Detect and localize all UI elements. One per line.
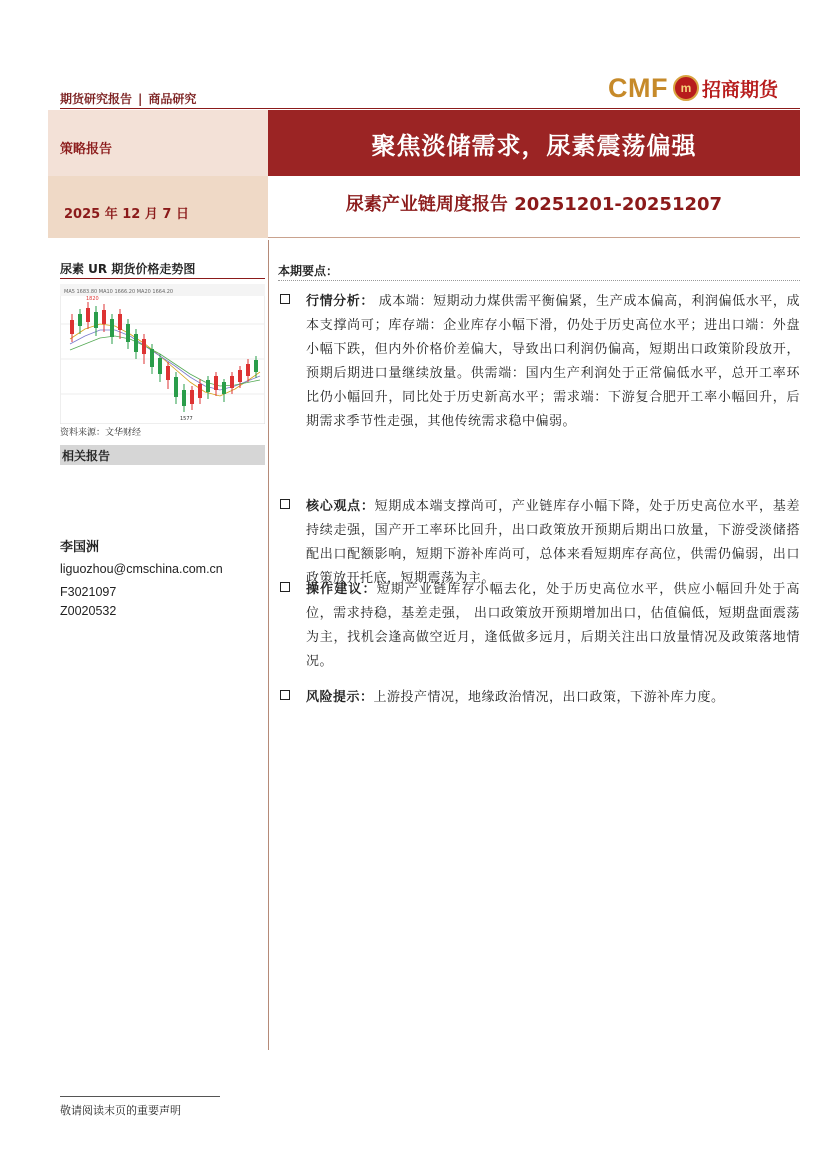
checkbox-bullet-icon: [280, 294, 290, 304]
category-label: 期货研究报告: [60, 92, 133, 106]
bullet-text: 短期成本端支撑尚可，产业链库存小幅下降，处于历史高位水平，基差持续走强，国产开工率环比回升，出口政策放开预期后期出口放量，下游受淡储搭配出口配额影响，短期下游补库尚可，总体来看短期库存高位，供需仍偏弱，出口政策放开托底，短期震荡为主。: [306, 499, 800, 586]
chart-source: 资料来源：文华财经: [60, 428, 142, 438]
chart-max-label: 1820: [86, 296, 99, 302]
analyst-name: 李国洲: [60, 540, 100, 555]
key-points-divider: [278, 280, 800, 281]
analyst-license-futures: F3021097: [60, 585, 117, 599]
report-title: 聚焦淡储需求，尿素震荡偏强: [268, 110, 800, 176]
report-type: 策略报告: [60, 142, 113, 157]
footer-divider: [60, 1096, 220, 1097]
header-separator: |: [138, 92, 143, 106]
report-date: 2025 年 12 月 7 日: [64, 207, 189, 222]
key-points-heading: 本期要点：: [278, 264, 339, 278]
checkbox-bullet-icon: [280, 690, 290, 700]
chart-legend-line: MA5 1683.80 MA10 1666.20 MA20 1664.20: [64, 289, 174, 295]
subtitle-divider: [268, 237, 800, 238]
checkbox-bullet-icon: [280, 582, 290, 592]
bullet-label: 风险提示：: [306, 690, 374, 705]
report-subtitle: 尿素产业链周度报告 20251201-20251207: [345, 194, 723, 215]
chart-title-divider: [60, 278, 265, 279]
analyst-email[interactable]: liguozhou@cmschina.com.cn: [60, 562, 223, 576]
related-reports-heading: 相关报告: [62, 449, 111, 463]
report-category: [60, 90, 196, 107]
bullet-market-analysis: [280, 290, 800, 434]
footer-disclaimer: 敬请阅读末页的重要声明: [60, 1104, 181, 1117]
bullet-text: 短期产业链库存小幅去化，处于历史高位水平，供应小幅回升处于高位，需求持稳，基差走强， 出口政策放开预期增加出口，估值偏低，短期盘面震荡为主，找机会逢高做空近月，逢低做多远月，后期关注出口放量情况及政策落地情况。: [306, 582, 800, 669]
logo-emblem-icon: m: [673, 75, 699, 101]
bullet-risk-warning: [280, 686, 800, 710]
candlestick-chart-graphic: [60, 284, 265, 424]
logo-cmf-text: CMF: [608, 72, 668, 103]
header-divider: [60, 108, 800, 109]
bullet-label: 核心观点：: [306, 499, 375, 514]
bullet-operation-advice: [280, 578, 800, 674]
bullet-text: 上游投产情况，地缘政治情况，出口政策，下游补库力度。: [373, 690, 725, 705]
chart-min-label: 1577: [180, 416, 193, 422]
bullet-label: 行情分析：: [306, 294, 374, 309]
company-logo: [608, 70, 778, 106]
analyst-license-advisory: Z0020532: [60, 604, 117, 618]
bullet-text: 成本端：短期动力煤供需平衡偏紧，生产成本偏高，利润偏低水平，成本支撑尚可；库存端：企业库存小幅下滑，仍处于历史高位水平；进出口端：外盘小幅下跌，但内外价格价差偏大，导致出口利润仍偏高，短期出口政策阶段放开，预期后期进口量继续放量。供需端：国内生产利润处于正常偏低水平，总开工率环比仍小幅回升，同比处于历史新高水平；需求端：下游复合肥开工率小幅回升，后期需求季节性走强，其他传统需求稳中偏弱。: [306, 294, 800, 429]
checkbox-bullet-icon: [280, 499, 290, 509]
subcategory-label: 商品研究: [148, 92, 197, 106]
bullet-core-view: [280, 495, 800, 591]
bullet-label: 操作建议：: [306, 582, 377, 597]
column-divider: [268, 240, 269, 1050]
logo-cn-text: 招商期货: [701, 78, 778, 101]
chart-title: 尿素 UR 期货价格走势图: [60, 262, 196, 276]
price-chart-image: [60, 284, 265, 424]
